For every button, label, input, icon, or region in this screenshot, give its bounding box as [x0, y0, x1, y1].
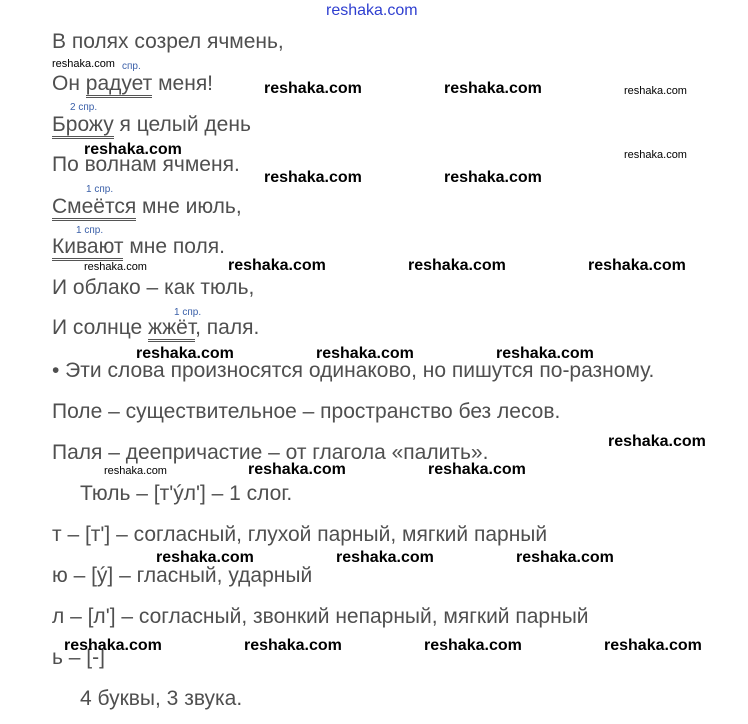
- poem-line-3-post: я целый день: [113, 113, 251, 136]
- note-homophones: • Эти слова произносятся одинаково, но пишутся по-разному.: [52, 359, 655, 382]
- watermark: reshaka.com: [424, 637, 522, 654]
- watermark-small: reshaka.com: [52, 58, 115, 70]
- watermark: reshaka.com: [248, 461, 346, 478]
- conjugation-label: 2 спр.: [70, 102, 98, 113]
- poem-line-8-pre: И солнце: [52, 316, 149, 339]
- watermark: reshaka.com: [136, 345, 234, 362]
- watermark-small: reshaka.com: [104, 465, 167, 477]
- verb-smeetsya: Смеётся: [52, 195, 136, 221]
- poem-line-4: По волнам ячменя.: [52, 153, 240, 176]
- letters-sounds-count: 4 буквы, 3 звука.: [80, 687, 243, 710]
- poem-line-3: [52, 113, 251, 137]
- verb-brozhu: Брожу: [52, 113, 114, 139]
- watermark: reshaka.com: [84, 141, 182, 158]
- watermark-small: reshaka.com: [84, 261, 147, 273]
- watermark: reshaka.com: [444, 80, 542, 97]
- watermark: reshaka.com: [316, 345, 414, 362]
- poem-line-1: В полях созрел ячмень,: [52, 30, 284, 53]
- verb-kivayut: Кивают: [52, 235, 123, 261]
- phonetic-t: т – [т'] – согласный, глухой парный, мягкий парный: [52, 523, 548, 546]
- poem-line-2-post: меня!: [152, 72, 214, 95]
- phonetic-soft-sign: ь – [-]: [52, 646, 105, 669]
- watermark: reshaka.com: [408, 257, 506, 274]
- watermark: reshaka.com: [608, 433, 706, 450]
- poem-line-2-pre: Он: [52, 72, 86, 95]
- verb-raduet: радует: [86, 72, 152, 98]
- watermark: reshaka.com: [264, 169, 362, 186]
- watermark: reshaka.com: [604, 637, 702, 654]
- watermark: reshaka.com: [228, 257, 326, 274]
- note-tyul-syllable: Тюль – [т'ýл'] – 1 слог.: [80, 482, 293, 505]
- watermark: reshaka.com: [264, 80, 362, 97]
- note-palya: Паля – деепричастие – от глагола «палить».: [52, 441, 489, 464]
- watermark: reshaka.com: [496, 345, 594, 362]
- phonetic-yu: ю – [ý] – гласный, ударный: [52, 564, 313, 587]
- watermark: reshaka.com: [64, 637, 162, 654]
- watermark: reshaka.com: [244, 637, 342, 654]
- conjugation-label: 1 спр.: [86, 184, 114, 195]
- poem-line-5-post: мне июль,: [136, 195, 242, 218]
- conjugation-label: 1 спр.: [76, 225, 104, 236]
- note-pole: Поле – существительное – пространство без лесов.: [52, 400, 561, 423]
- watermark: reshaka.com: [588, 257, 686, 274]
- phonetic-l: л – [л'] – согласный, звонкий непарный, мягкий парный: [52, 605, 589, 628]
- poem-line-6-post: мне поля.: [123, 235, 225, 258]
- poem-line-7: И облако – как тюль,: [52, 276, 255, 299]
- verb-zhzhet: жжёт: [148, 316, 195, 342]
- watermark: reshaka.com: [516, 549, 614, 566]
- watermark: reshaka.com: [156, 549, 254, 566]
- poem-line-6: [52, 235, 225, 259]
- watermark-small: reshaka.com: [624, 85, 687, 97]
- watermark: reshaka.com: [444, 169, 542, 186]
- conjugation-label: 1 спр.: [174, 307, 202, 318]
- watermark: reshaka.com: [428, 461, 526, 478]
- site-logo-top: reshaka.com: [326, 2, 418, 19]
- conjugation-label: спр.: [122, 61, 141, 72]
- poem-line-8: [52, 316, 259, 340]
- watermark-small: reshaka.com: [624, 149, 687, 161]
- watermark: reshaka.com: [336, 549, 434, 566]
- poem-line-2: [52, 72, 213, 96]
- poem-line-5: [52, 195, 242, 219]
- poem-line-8-post: , паля.: [195, 316, 260, 339]
